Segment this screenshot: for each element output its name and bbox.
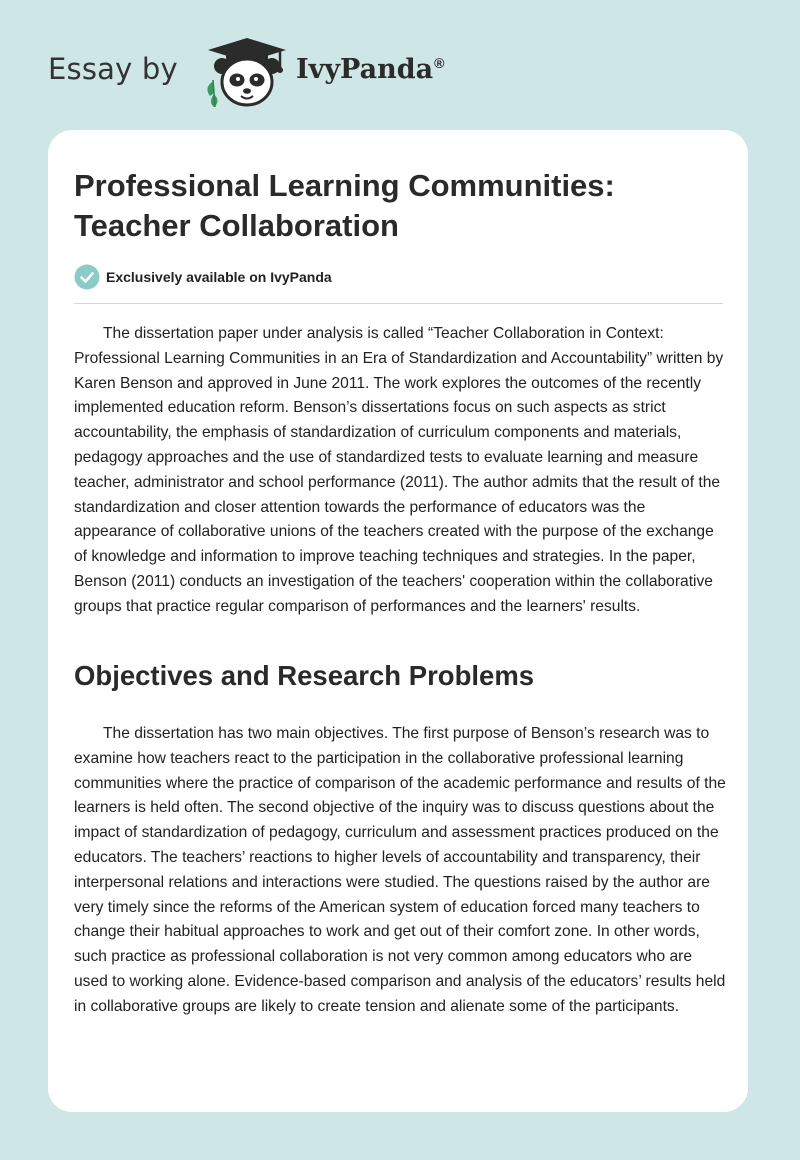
title-divider — [74, 303, 723, 304]
registered-mark: ® — [434, 55, 445, 71]
essay-by-label: Essay by — [48, 52, 178, 86]
exclusive-badge-label: Exclusively available on IvyPanda — [106, 269, 332, 285]
exclusive-badge — [74, 264, 332, 290]
intro-paragraph: The dissertation paper under analysis is called “Teacher Collaboration in Context: Professional Learning Communities in an Era of Standardization and Accountability” written by Karen Benson and approved in June 2011. The work explores the outcomes of the recently implemented education reform. Benson’s dissertations focus on such aspects as strict accountability, the emphasis of standardization of curriculum components and materials, pedagogy approaches and the use of standardized tests to evaluate learning and measure teacher, administrator and school performance (2011). The author admits that the result of the standardization and closer attention towards the performance of educators was the appearance of collaborative unions of the teachers created with the purpose of the exchange of knowledge and information to improve teaching techniques and strategies. In the paper, Benson (2011) conducts an investigation of the teachers' cooperation within the collaborative groups that practice regular comparison of performances and the learners' results. — [74, 325, 724, 615]
objectives-paragraph: The dissertation has two main objectives. The first purpose of Benson’s research was to examine how teachers react to the participation in the collaborative professional learning communities where the practice of comparison of the academic performance and results of the learners is held often. The second objective of the inquiry was to discuss questions about the impact of standardization of pedagogy, curriculum and assessment practices produced on the educators. The teachers’ reactions to higher levels of accountability and transparency, their interpersonal relations and interactions were studied. The questions raised by the author are very timely since the reforms of the American system of education forced many teachers to change their habitual approaches to work and get out of their comfort zone. In other words, such practice as professional collaboration is not very common among educators who are used to working alone. Evidence-based comparison and analysis of the educators’ results held in collaborative groups are likely to create tension and alienate some of the participants. — [74, 725, 726, 1015]
section-heading: Objectives and Research Problems — [74, 660, 535, 691]
page-title: Professional Learning Communities: Teacher Collaboration — [74, 168, 615, 243]
brand-name[interactable] — [296, 54, 444, 85]
panda-logo-icon[interactable] — [200, 36, 294, 108]
article-card — [48, 130, 748, 1112]
site-header — [0, 0, 800, 130]
brand-name-text: IvyPanda — [296, 54, 434, 85]
check-circle-icon — [74, 264, 100, 290]
